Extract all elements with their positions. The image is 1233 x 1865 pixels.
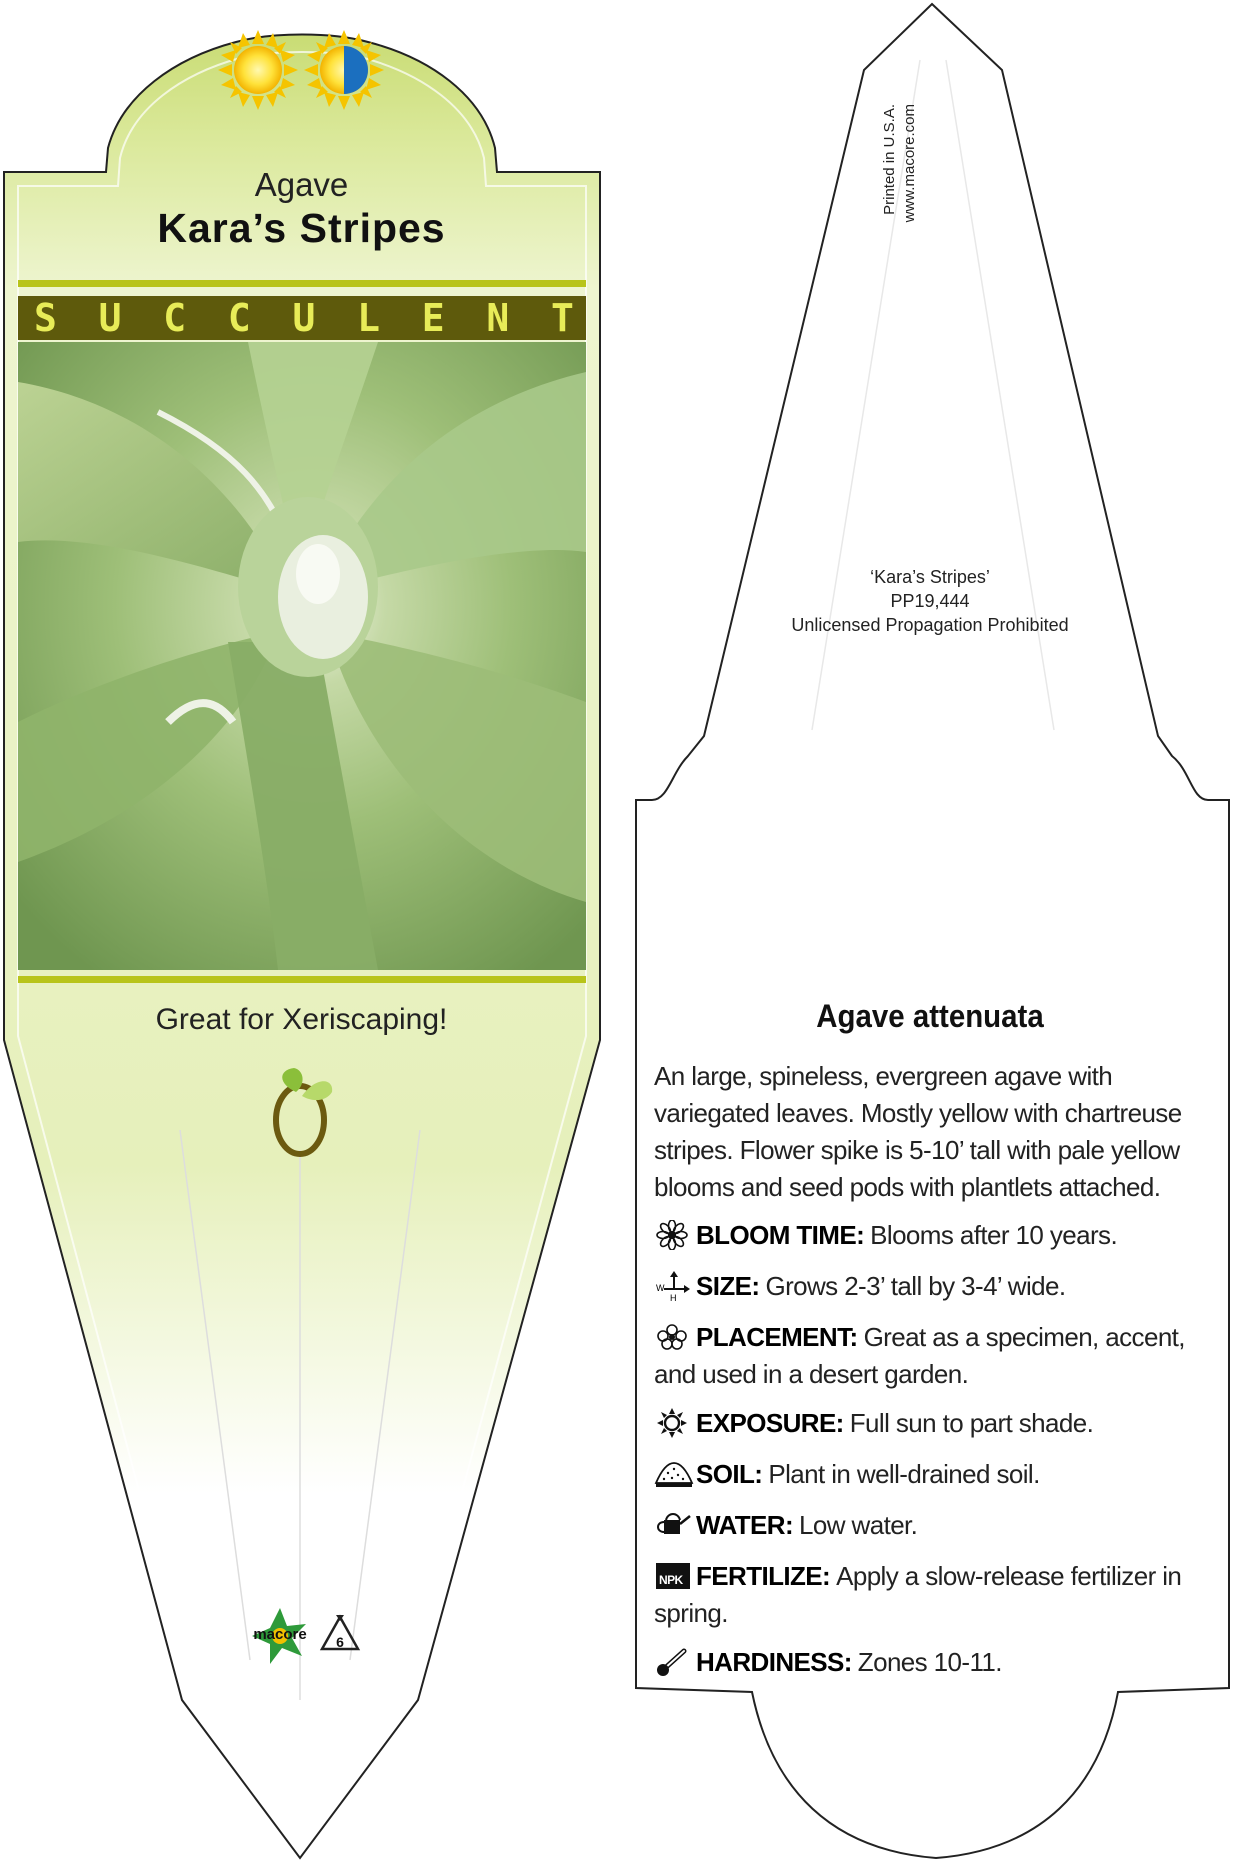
plant-description: An large, spineless, evergreen agave with variegated leaves. Mostly yellow with chartreuse stripes. Flower spike is 5-10’ tall with pale yellow blooms and seed pods with plantlets attached. — [654, 1061, 1182, 1202]
size-arrows-icon — [654, 1271, 694, 1301]
category-letter: C — [227, 296, 251, 340]
care-label: SOIL: — [696, 1459, 763, 1489]
care-label: WATER: — [696, 1510, 794, 1540]
tagline: Great for Xeriscaping! — [155, 1003, 448, 1036]
patent-block — [700, 565, 1160, 637]
care-text: Apply a slow-release fertilizer in spring. — [654, 1561, 1182, 1628]
size-width-letter: W — [656, 1283, 664, 1293]
care-label: EXPOSURE: — [696, 1408, 844, 1438]
common-name: Agave — [254, 166, 349, 203]
care-label: BLOOM TIME: — [696, 1220, 865, 1250]
printed-in: Printed in U.S.A. — [881, 104, 898, 215]
thermometer-icon — [654, 1647, 694, 1677]
care-label: SIZE: — [696, 1271, 760, 1301]
category-letter: N — [486, 296, 510, 340]
agave-illustration — [18, 342, 586, 970]
soil-pile-icon — [654, 1459, 694, 1489]
category-letter: S — [34, 296, 57, 340]
category-band — [18, 296, 586, 340]
care-exposure — [654, 1405, 1188, 1442]
care-text: Full sun to part shade. — [849, 1408, 1094, 1438]
watering-can-icon — [654, 1510, 694, 1540]
care-text: Plant in well-drained soil. — [768, 1459, 1040, 1489]
category-letter: E — [421, 296, 445, 340]
care-text: Zones 10-11. — [857, 1647, 1002, 1677]
care-label: FERTILIZE: — [696, 1561, 831, 1591]
full-sun-icon — [218, 30, 298, 110]
care-water — [654, 1507, 1188, 1544]
bottom-stripe — [18, 976, 586, 983]
top-stripe — [18, 280, 586, 287]
recycle-code: 6 — [336, 1634, 344, 1650]
flower-icon — [654, 1220, 694, 1250]
care-soil — [654, 1456, 1188, 1493]
brand-name: macore — [253, 1626, 307, 1643]
care-text: Blooms after 10 years. — [870, 1220, 1118, 1250]
care-size — [654, 1268, 1188, 1305]
garden-placement-icon — [654, 1322, 694, 1352]
cultivar-name: Kara’s Stripes — [157, 205, 446, 251]
patent-notice: Unlicensed Propagation Prohibited — [791, 615, 1069, 635]
care-text: Low water. — [799, 1510, 918, 1540]
botanical-name: Agave attenuata — [816, 998, 1044, 1034]
care-text: Great as a specimen, accent, and used in a desert garden. — [654, 1322, 1185, 1389]
print-info — [880, 104, 920, 324]
care-placement — [654, 1319, 1188, 1393]
category-letter: T — [551, 296, 574, 340]
care-label: PLACEMENT: — [696, 1322, 858, 1352]
category-letter: C — [163, 296, 187, 340]
care-text: Grows 2-3’ tall by 3-4’ wide. — [765, 1271, 1066, 1301]
care-fertilize — [654, 1558, 1188, 1632]
patent-cultivar: ‘Kara’s Stripes’ — [870, 567, 990, 587]
care-hardiness — [654, 1644, 1188, 1681]
website: www.macore.com — [901, 104, 918, 223]
patent-number: PP19,444 — [890, 591, 970, 611]
category-letter: U — [292, 296, 316, 340]
care-label: HARDINESS: — [696, 1647, 852, 1677]
plant-photo — [18, 342, 586, 970]
category-letter: U — [98, 296, 122, 340]
part-shade-icon — [304, 30, 384, 110]
npk-label: NPK — [659, 1573, 683, 1587]
npk-fertilizer-icon — [654, 1561, 694, 1591]
category-letter: L — [357, 296, 381, 340]
sun-outline-icon — [654, 1408, 694, 1438]
size-height-letter: H — [670, 1293, 676, 1301]
care-bloom-time — [654, 1217, 1188, 1254]
